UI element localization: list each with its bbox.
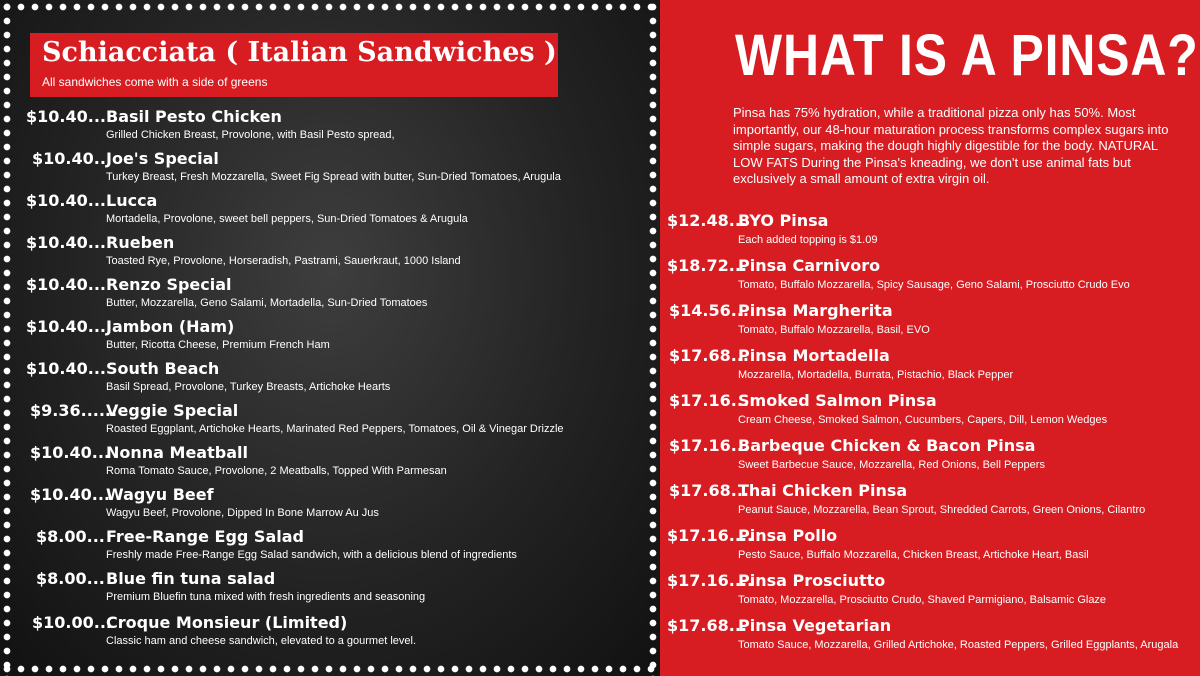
item-price: $17.16....	[667, 571, 754, 590]
item-price: $18.72...	[667, 256, 747, 275]
item-desc: Tomato Sauce, Mozzarella, Grilled Artichoke, Roasted Peppers, Grilled Eggplants, Arugala	[738, 639, 1179, 651]
item-price: $10.00...	[32, 613, 112, 632]
item-desc: Roma Tomato Sauce, Provolone, 2 Meatballs, Topped With Parmesan	[106, 465, 447, 477]
item-desc: Tomato, Buffalo Mozzarella, Basil, EVO	[738, 324, 930, 336]
item-desc: Basil Spread, Provolone, Turkey Breasts, Artichoke Hearts	[106, 381, 391, 393]
item-price: $10.40...	[26, 359, 106, 378]
item-desc: Classic ham and cheese sandwich, elevated to a gourmet level.	[106, 635, 417, 647]
item-desc: Roasted Eggplant, Artichoke Hearts, Marinated Red Peppers, Tomatoes, Oil & Vinegar Drizzle	[106, 423, 564, 435]
item-desc: Grilled Chicken Breast, Provolone, with Basil Pesto spread,	[106, 129, 395, 141]
item-desc: Pesto Sauce, Buffalo Mozzarella, Chicken Breast, Artichoke Heart, Basil	[738, 549, 1089, 561]
pinsa-item	[660, 481, 1200, 525]
item-price: $12.48...	[667, 211, 747, 230]
sandwich-item	[0, 527, 660, 567]
item-name: Barbeque Chicken & Bacon Pinsa	[738, 436, 1036, 455]
sandwich-item	[0, 443, 660, 483]
pinsa-item	[660, 526, 1200, 570]
sandwich-item	[0, 275, 660, 315]
pinsa-item	[660, 391, 1200, 435]
item-name: Pinsa Pollo	[738, 526, 838, 545]
item-desc: Mozzarella, Mortadella, Burrata, Pistachio, Black Pepper	[738, 369, 1014, 381]
item-name: South Beach	[106, 359, 220, 378]
item-price: $10.40...	[32, 149, 112, 168]
item-name: Rueben	[106, 233, 175, 252]
item-price: $17.16....	[667, 526, 754, 545]
sandwich-item	[0, 317, 660, 357]
item-price: $10.40...	[26, 275, 106, 294]
item-price: $17.16...	[669, 436, 749, 455]
sandwich-item	[0, 191, 660, 231]
item-desc: Peanut Sauce, Mozzarella, Bean Sprout, Shredded Carrots, Green Onions, Cilantro	[738, 504, 1146, 516]
item-name: Blue fin tuna salad	[106, 569, 276, 588]
item-name: Thai Chicken Pinsa	[738, 481, 908, 500]
sandwich-item	[0, 485, 660, 525]
item-price: $8.00...	[36, 527, 105, 546]
sandwich-header	[30, 33, 558, 97]
pinsa-item	[660, 256, 1200, 300]
item-name: Jambon (Ham)	[106, 317, 235, 336]
item-price: $10.40...	[26, 107, 106, 126]
pinsa-item	[660, 616, 1200, 660]
pinsa-panel	[660, 0, 1200, 676]
item-price: $10.40...	[26, 317, 106, 336]
sandwich-title: Schiacciata ( Italian Sandwiches )	[42, 37, 557, 68]
pinsa-item	[660, 571, 1200, 615]
item-name: Pinsa Carnivoro	[738, 256, 881, 275]
item-name: Croque Monsieur (Limited)	[106, 613, 348, 632]
item-name: Joe's Special	[106, 149, 219, 168]
item-name: Nonna Meatball	[106, 443, 248, 462]
item-price: $10.40...	[30, 485, 110, 504]
item-name: BYO Pinsa	[738, 211, 829, 230]
sandwich-item	[0, 569, 660, 609]
item-desc: Butter, Ricotta Cheese, Premium French Ham	[106, 339, 330, 351]
item-desc: Cream Cheese, Smoked Salmon, Cucumbers, Capers, Dill, Lemon Wedges	[738, 414, 1108, 426]
item-price: $10.40...	[26, 191, 106, 210]
pinsa-item	[660, 211, 1200, 255]
item-price: $14.56...	[669, 301, 749, 320]
sandwich-item	[0, 359, 660, 399]
pinsa-title: WHAT IS A PINSA?	[735, 23, 1199, 88]
item-name: Basil Pesto Chicken	[106, 107, 282, 126]
item-price: $8.00...	[36, 569, 105, 588]
item-desc: Tomato, Buffalo Mozzarella, Spicy Sausage, Geno Salami, Prosciutto Crudo Evo	[738, 279, 1130, 291]
item-name: Lucca	[106, 191, 158, 210]
pinsa-description: Pinsa has 75% hydration, while a traditional pizza only has 50%. Most importantly, our 48-hour maturation process transforms complex sugars into simple sugars, making the dough highly digestible for the body. NATURAL LOW FATS During the Pinsa's kneading, we don't use animal fats but exclusively a small amount of extra virgin oil.	[733, 105, 1169, 186]
sandwich-item	[0, 149, 660, 189]
pinsa-item	[660, 346, 1200, 390]
item-desc: Tomato, Mozzarella, Prosciutto Crudo, Shaved Parmigiano, Balsamic Glaze	[738, 594, 1107, 606]
item-price: $9.36......	[30, 401, 118, 420]
item-desc: Premium Bluefin tuna mixed with fresh ingredients and seasoning	[106, 591, 426, 603]
item-desc: Freshly made Free-Range Egg Salad sandwich, with a delicious blend of ingredients	[106, 549, 517, 561]
pinsa-item	[660, 301, 1200, 345]
item-name: Veggie Special	[106, 401, 239, 420]
sandwich-item	[0, 107, 660, 147]
item-name: Pinsa Prosciutto	[738, 571, 886, 590]
item-name: Free-Range Egg Salad	[106, 527, 304, 546]
item-price: $17.68...	[669, 481, 749, 500]
item-price: $17.68...	[669, 346, 749, 365]
item-name: Smoked Salmon Pinsa	[738, 391, 937, 410]
item-name: Pinsa Margherita	[738, 301, 893, 320]
item-price: $10.40...	[30, 443, 110, 462]
dotted-border-top	[0, 0, 660, 14]
item-desc: Turkey Breast, Fresh Mozzarella, Sweet Fig Spread with butter, Sun-Dried Tomatoes, Arugula	[106, 171, 561, 183]
pinsa-item	[660, 436, 1200, 480]
dotted-border-bottom	[0, 662, 660, 676]
item-price: $10.40...	[26, 233, 106, 252]
item-desc: Toasted Rye, Provolone, Horseradish, Pastrami, Sauerkraut, 1000 Island	[106, 255, 461, 267]
item-desc: Wagyu Beef, Provolone, Dipped In Bone Marrow Au Jus	[106, 507, 379, 519]
item-price: $17.68...	[667, 616, 747, 635]
item-desc: Sweet Barbecue Sauce, Mozzarella, Red Onions, Bell Peppers	[738, 459, 1045, 471]
sandwich-item	[0, 233, 660, 273]
sandwich-item	[0, 613, 660, 653]
item-desc: Mortadella, Provolone, sweet bell peppers, Sun-Dried Tomatoes & Arugula	[106, 213, 468, 225]
sandwich-subtitle: All sandwiches come with a side of greens	[42, 75, 268, 89]
sandwich-item	[0, 401, 660, 441]
item-name: Renzo Special	[106, 275, 232, 294]
item-price: $17.16...	[669, 391, 749, 410]
item-name: Wagyu Beef	[106, 485, 214, 504]
item-name: Pinsa Vegetarian	[738, 616, 892, 635]
item-name: Pinsa Mortadella	[738, 346, 890, 365]
item-desc: Butter, Mozzarella, Geno Salami, Mortadella, Sun-Dried Tomatoes	[106, 297, 428, 309]
item-desc: Each added topping is $1.09	[738, 234, 878, 246]
